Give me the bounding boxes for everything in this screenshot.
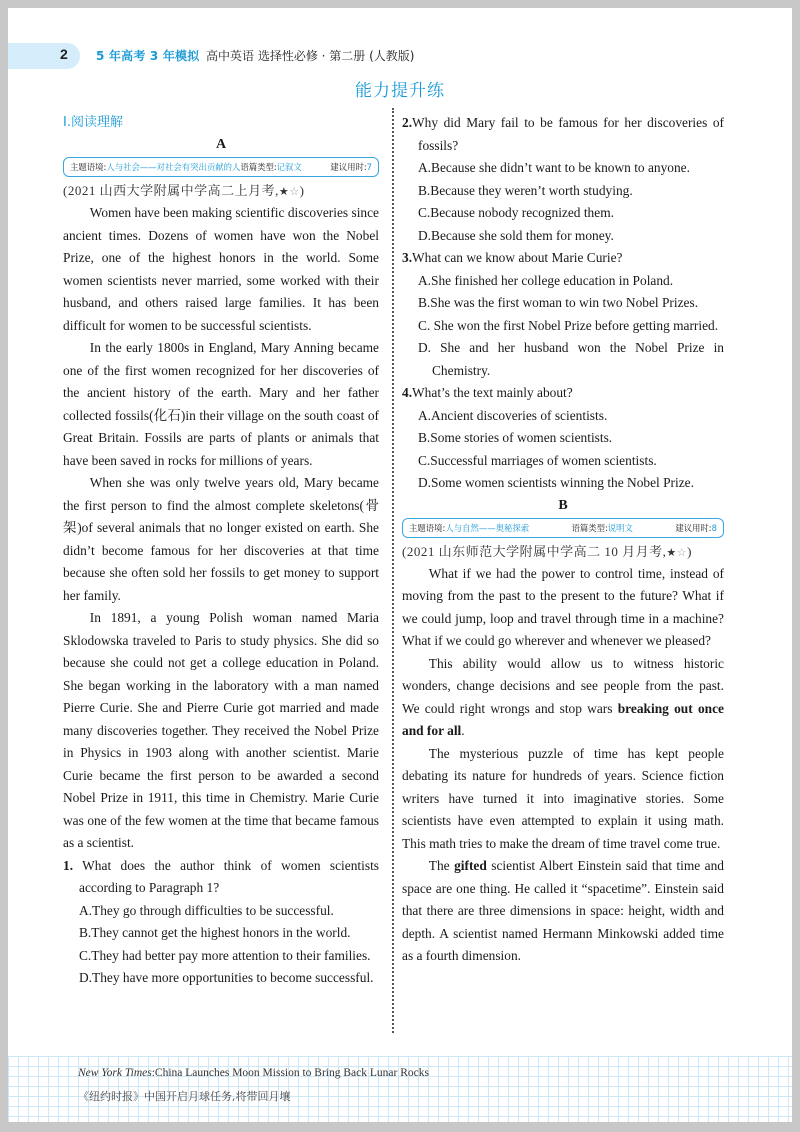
paragraph bbox=[402, 855, 724, 968]
option[interactable]: B.They cannot get the highest honors in the world. bbox=[79, 925, 351, 940]
passage-a-label: A bbox=[215, 137, 227, 152]
question-stem bbox=[402, 112, 724, 157]
option[interactable]: C.Because nobody recognized them. bbox=[418, 205, 614, 220]
theme-value: 人与自然——奥秘探索 bbox=[445, 522, 530, 533]
passage-b-source: (2021 山东师范大学附属中学高二 10 月月考,★☆) bbox=[402, 543, 692, 559]
passage-b-theme-box bbox=[402, 518, 724, 538]
option[interactable]: D.Because she sold them for money. bbox=[418, 227, 614, 243]
time-label: 建议用时: bbox=[330, 162, 367, 172]
question-text: What does the author think of women scientists according to Paragraph 1? bbox=[79, 857, 379, 895]
section-title: 能力提升练 bbox=[355, 81, 445, 101]
time-value: 7 bbox=[366, 162, 372, 172]
paragraph-text: . bbox=[461, 723, 465, 738]
option[interactable]: B.She was the first woman to win two Nobel Prizes. bbox=[418, 295, 699, 310]
star-filled-icon: ★ bbox=[278, 186, 290, 198]
genre-label: 语篇类型: bbox=[240, 162, 277, 172]
part-title: Ⅰ.阅读理解 bbox=[63, 115, 123, 130]
option[interactable]: D.They have more opportunities to become successful. bbox=[79, 970, 374, 985]
page-number-tab bbox=[8, 43, 80, 69]
option[interactable]: A.Ancient discoveries of scientists. bbox=[418, 407, 608, 423]
left-column bbox=[63, 112, 379, 990]
genre-label: 语篇类型: bbox=[571, 522, 608, 533]
paragraph: Women have been making scientific discoveries since ancient times. Dozens of women have won the Nobel Prize, one of the highest honors in the world. Some women scientists never married, some worked with their husband, and others raised large families. It has been difficult for women to be successful scientists. bbox=[63, 205, 379, 333]
star-hollow-icon: ☆ bbox=[289, 186, 300, 198]
time-value: 8 bbox=[711, 522, 717, 533]
series-title: 5 年高考 3 年模拟 bbox=[96, 49, 200, 63]
option[interactable]: C.They had better pay more attention to their families. bbox=[79, 947, 371, 963]
right-column bbox=[402, 112, 724, 968]
question-number: 3. bbox=[402, 250, 413, 265]
column-divider bbox=[392, 108, 394, 1033]
passage-a-theme-box bbox=[63, 157, 379, 177]
option[interactable]: D.Some women scientists winning the Nobel Prize. bbox=[418, 475, 694, 490]
question-2 bbox=[402, 112, 724, 247]
genre-value: 记叙文 bbox=[276, 162, 302, 172]
option[interactable]: C. She won the first Nobel Prize before getting married. bbox=[418, 317, 719, 333]
question-4 bbox=[402, 382, 724, 495]
question-3 bbox=[402, 247, 724, 382]
question-text: Why did Mary fail to be famous for her discoveries of fossils? bbox=[412, 115, 724, 153]
option[interactable]: B.Some stories of women scientists. bbox=[418, 430, 613, 445]
footer-headline: :China Launches Moon Mission to Bring Back Lunar Rocks bbox=[151, 1067, 429, 1079]
textbook-page bbox=[8, 8, 792, 1122]
question-stem bbox=[402, 382, 724, 405]
question-number: 2. bbox=[402, 115, 413, 130]
option[interactable]: D. She and her husband won the Nobel Prize in Chemistry. bbox=[418, 340, 724, 378]
question-number: 4. bbox=[402, 385, 413, 400]
question-stem bbox=[63, 855, 379, 900]
highlighted-phrase: breaking out once and for all bbox=[402, 700, 724, 738]
paragraph: In the early 1800s in England, Mary Anning became one of the first women recognized for her discoveries of the ancient history of the earth. Mary and her father collected fossils(化石)in their village on the south coast of Great Britain. Fossils are parts of plants or animals that have been saved in rocks for millions of years. bbox=[63, 340, 379, 468]
option[interactable]: A.They go through difficulties to be successful. bbox=[79, 902, 334, 918]
highlighted-word: gifted bbox=[454, 858, 487, 873]
time-label: 建议用时: bbox=[675, 522, 712, 533]
theme-value: 人与社会——对社会有突出贡献的人 bbox=[106, 162, 241, 172]
paragraph-text: scientist Albert Einstein said that time and space are one thing. He called it “spacetime”. Einstein said that there are three dimensions in space: height, width and depth. A scientist named Hermann Minkowski added time as a fourth dimension. bbox=[402, 858, 724, 963]
option[interactable]: A.She finished her college education in Poland. bbox=[418, 272, 674, 288]
question-text: What’s the text mainly about? bbox=[412, 385, 573, 400]
genre-value: 说明文 bbox=[607, 522, 633, 533]
question-number: 1. bbox=[63, 857, 74, 873]
option[interactable]: B.Because they weren’t worth studying. bbox=[418, 182, 633, 198]
star-hollow-icon: ☆ bbox=[676, 546, 688, 559]
star-filled-icon: ★ bbox=[666, 546, 677, 559]
paragraph: When she was only twelve years old, Mary became the first person to find the almost complete skeletons(骨架)of several animals that no longer existed on earth. She didn’t become famous for her discoveries at that time because she often sold her fossils to get money to support her family. bbox=[63, 475, 379, 603]
option[interactable]: C.Successful marriages of women scientists. bbox=[418, 452, 657, 468]
paragraph: The mysterious puzzle of time has kept people debating its nature for hundreds of years. Science fiction writers have turned it into imaginative stories. Some scientists have even attempted to explain it using math. This math tries to make the dream of time travel come true. bbox=[402, 745, 724, 851]
passage-a-source: (2021 山西大学附属中学高二上月考,★☆) bbox=[63, 183, 305, 198]
paragraph: In 1891, a young Polish woman named Maria Sklodowska traveled to Paris to study physics. She did so because she could not get a college education in Poland. She began working in the laboratory with a man named Pierre Curie. She and Pierre Curie got married and made many discoveries together. They received the Nobel Prize in Physics in 1903 along with another scientist. Marie Curie became the first person to be awarded a second Nobel Prize in 1911, this time in Chemistry. Marie Curie was one of the few women at the time that became famous as a scientist. bbox=[63, 610, 379, 850]
theme-label: 主题语境: bbox=[70, 162, 107, 172]
footer-source: New York Times bbox=[78, 1067, 152, 1079]
passage-b-label: B bbox=[558, 497, 568, 513]
source-text: (2021 山东师范大学附属中学高二 10 月月考, bbox=[402, 543, 667, 559]
option[interactable]: A.Because she didn’t want to be known to anyone. bbox=[418, 160, 690, 175]
paragraph-text: This ability would allow us to witness historic wonders, change decisions and see people from the past. We could right wrongs and stop wars bbox=[402, 655, 724, 716]
footer-headline-zh: 《纽约时报》中国开启月球任务,将带回月壤 bbox=[78, 1090, 291, 1103]
book-title: 高中英语 选择性必修 · 第二册 (人教版) bbox=[206, 49, 415, 63]
question-1 bbox=[63, 855, 379, 990]
paragraph bbox=[402, 653, 724, 743]
paragraph-text: The bbox=[428, 858, 455, 873]
question-text: What can we know about Marie Curie? bbox=[412, 250, 623, 265]
page-number: 2 bbox=[60, 46, 68, 62]
paragraph: What if we had the power to control time, instead of moving from the past to the present to the future? What if we could jump, loop and travel through time in a machine? What if we could go wherever and whenever we pleased? bbox=[402, 565, 724, 648]
theme-label: 主题语境: bbox=[409, 522, 446, 533]
question-stem bbox=[402, 247, 724, 270]
footer-headline-en bbox=[78, 1067, 429, 1079]
source-text: (2021 山西大学附属中学高二上月考, bbox=[63, 183, 279, 198]
